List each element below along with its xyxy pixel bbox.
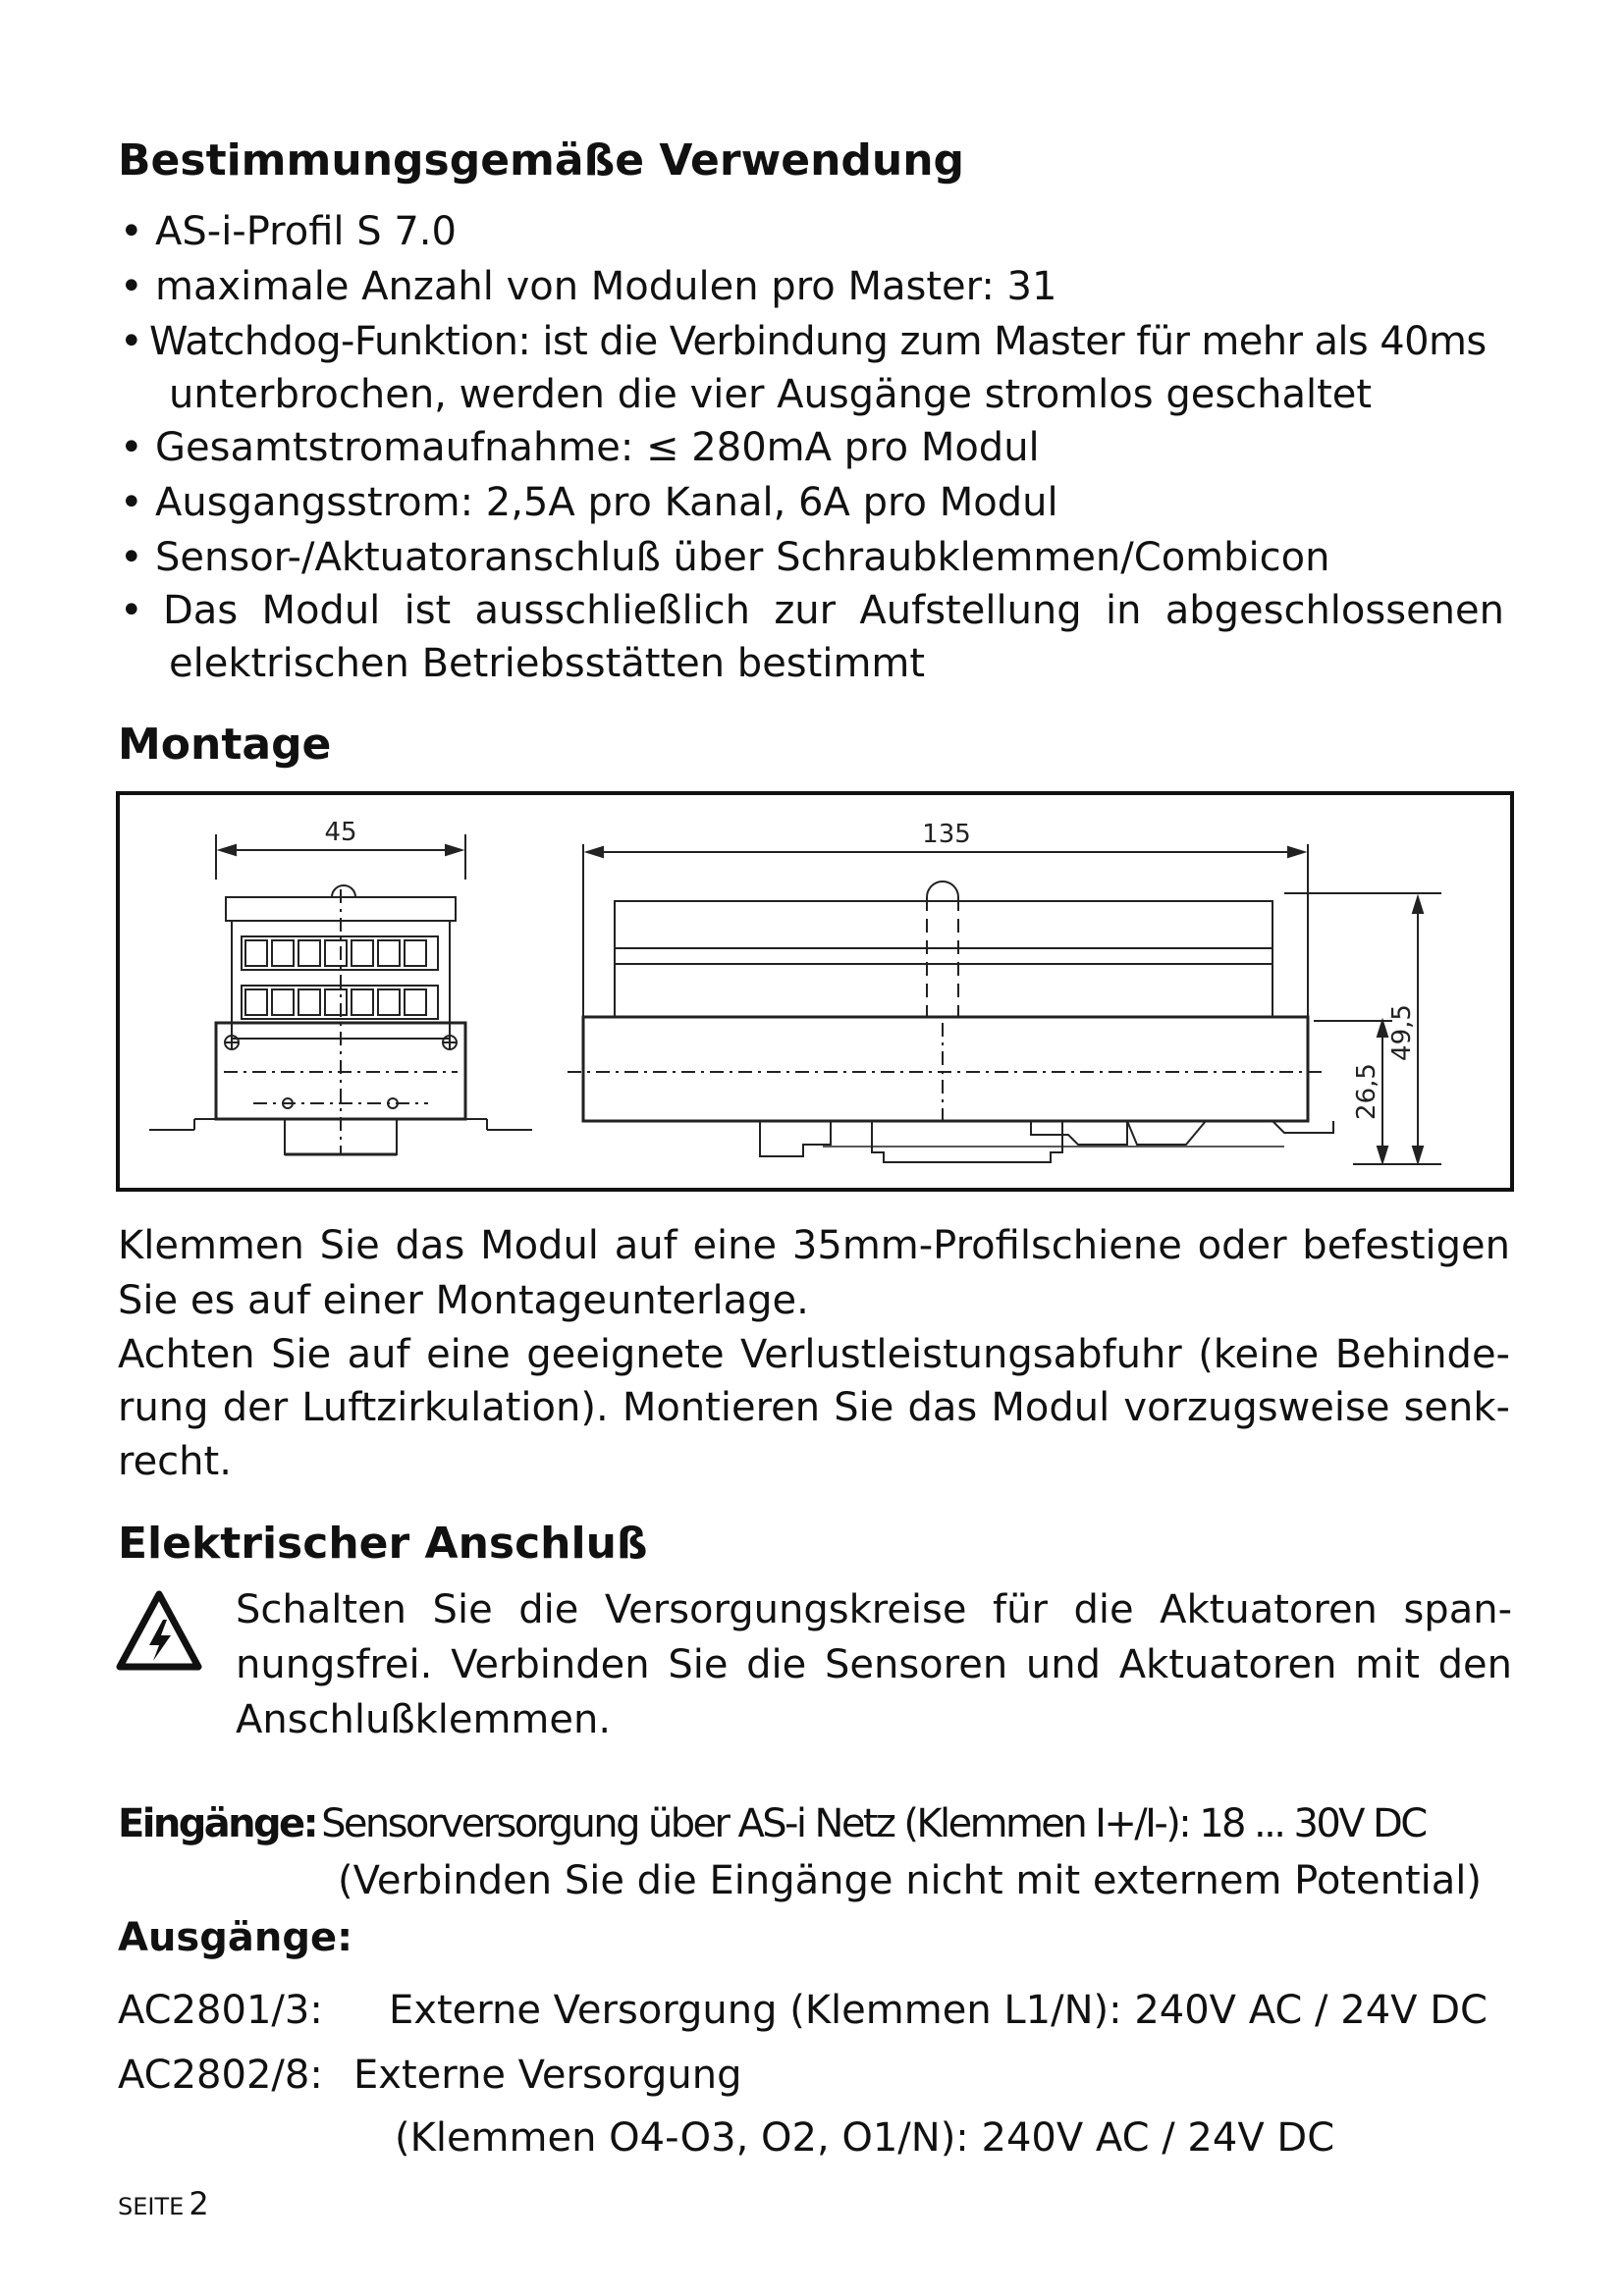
usage-item: Gesamtstromaufnahme: ≤ 280mA pro Modul bbox=[155, 425, 1040, 470]
usage-item-cont: unterbrochen, werden die vier Ausgänge stromlos geschaltet bbox=[169, 372, 1373, 417]
output-model: AC2802/8: bbox=[118, 2053, 323, 2098]
bullet: • bbox=[120, 319, 143, 364]
inputs-note: (Verbinden Sie die Eingänge nicht mit externem Potential) bbox=[338, 1858, 1482, 1903]
inputs-text: Sensorversorgung über AS-i Netz (Klemmen I+/I-): 18 ... 30V DC bbox=[321, 1801, 1426, 1846]
heading-usage: Bestimmungsgemäße Verwendung bbox=[118, 135, 965, 186]
bullet: • bbox=[120, 425, 143, 470]
dim-49-5: 49,5 bbox=[1387, 1004, 1417, 1061]
output-text: Externe Versorgung (Klemmen L1/N): 240V AC / 24V DC bbox=[389, 1988, 1488, 2033]
outputs-label: Ausgänge: bbox=[118, 1915, 353, 1960]
output-text: Externe Versorgung bbox=[353, 2053, 742, 2098]
bullet: • bbox=[120, 535, 143, 580]
usage-item: Sensor-/Aktuatoranschluß über Schraubklemmen/Combicon bbox=[155, 535, 1330, 580]
usage-item: Das Modul ist ausschließlich zur Aufstellung in abgeschlossenen bbox=[163, 588, 1504, 633]
mounting-text: rung der Luftzirkulation). Montieren Sie das Modul vorzugsweise senk- bbox=[118, 1385, 1510, 1430]
page-label: SEITE bbox=[118, 2193, 185, 2220]
mounting-text: Achten Sie auf eine geeignete Verlustleistungsabfuhr (keine Behinde- bbox=[118, 1332, 1510, 1377]
mounting-drawing bbox=[116, 791, 1514, 1192]
bullet: • bbox=[120, 588, 143, 633]
usage-item-cont: elektrischen Betriebsstätten bestimmt bbox=[169, 641, 926, 686]
warning-text: Anschlußklemmen. bbox=[236, 1697, 612, 1742]
usage-item: AS-i-Profil S 7.0 bbox=[155, 209, 457, 254]
heading-mounting: Montage bbox=[118, 720, 332, 770]
usage-item: Watchdog-Funktion: ist die Verbindung zum Master für mehr als 40ms bbox=[149, 319, 1487, 364]
mounting-text: recht. bbox=[118, 1439, 232, 1484]
inputs-label: Eingänge: bbox=[118, 1801, 316, 1846]
dim-26-5: 26,5 bbox=[1352, 1063, 1381, 1120]
dim-45: 45 bbox=[324, 818, 357, 847]
heading-electrical: Elektrischer Anschluß bbox=[118, 1519, 648, 1569]
warning-text: nungsfrei. Verbinden Sie die Sensoren und Aktuatoren mit den bbox=[236, 1642, 1512, 1687]
bullet: • bbox=[120, 480, 143, 525]
output-text-cont: (Klemmen O4-O3, O2, O1/N): 240V AC / 24V DC bbox=[395, 2115, 1335, 2161]
usage-item: maximale Anzahl von Modulen pro Master: 31 bbox=[155, 264, 1057, 309]
usage-item: Ausgangsstrom: 2,5A pro Kanal, 6A pro Modul bbox=[155, 480, 1058, 525]
warning-text: Schalten Sie die Versorgungskreise für die Aktuatoren span- bbox=[236, 1587, 1512, 1632]
mounting-text: Sie es auf einer Montageunterlage. bbox=[118, 1278, 809, 1323]
output-model: AC2801/3: bbox=[118, 1988, 323, 2033]
page-number: 2 bbox=[189, 2185, 209, 2222]
bullet: • bbox=[120, 264, 143, 309]
warning-voltage-icon bbox=[116, 1590, 202, 1671]
page-footer bbox=[118, 2185, 209, 2222]
mounting-text: Klemmen Sie das Modul auf eine 35mm-Profilschiene oder befestigen bbox=[118, 1223, 1510, 1268]
bullet: • bbox=[120, 209, 143, 254]
dim-135: 135 bbox=[922, 820, 971, 849]
